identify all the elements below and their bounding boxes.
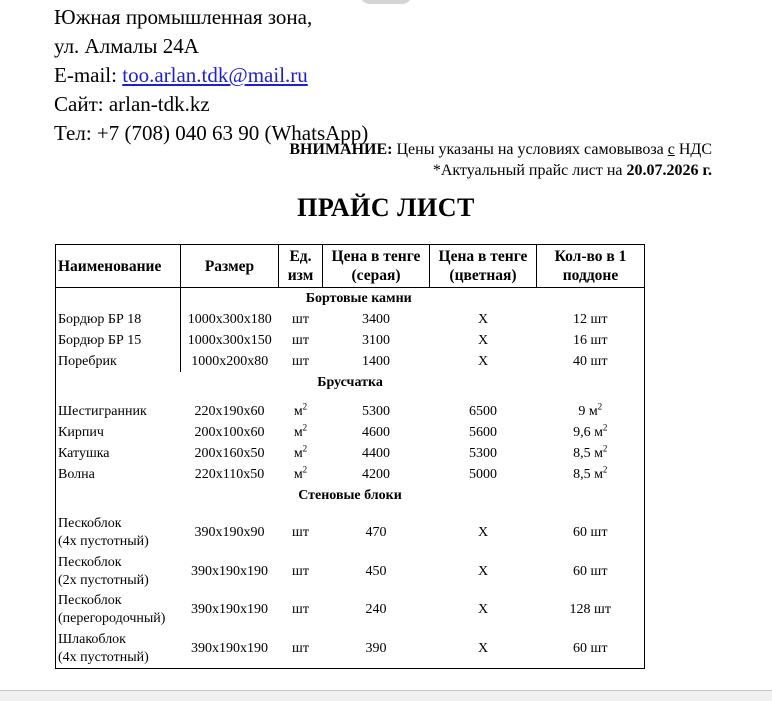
cell-size: 1000x300x150 (181, 330, 279, 351)
actual-date-line (289, 160, 712, 181)
price-table (55, 244, 645, 669)
table-row (56, 309, 645, 330)
qty-text: 8,5 м (573, 466, 603, 482)
cell-unit: шт (292, 311, 309, 327)
cell-size: 220x190x60 (194, 403, 265, 419)
cell-unit: шт (292, 525, 309, 541)
unit-superscript: 2 (302, 421, 308, 432)
unit-text: м (293, 466, 303, 482)
name-line-2: (4х пустотный) (58, 649, 149, 665)
cell-size: 390x190x190 (191, 602, 268, 618)
cell-name: Катушка (58, 445, 110, 461)
section-row (56, 372, 645, 393)
qty-superscript: 2 (597, 400, 603, 411)
cell-qty: 60 шт (573, 563, 608, 579)
section-title: Стеновые блоки (298, 487, 402, 503)
cell-qty (537, 443, 645, 464)
cell-unit: шт (292, 353, 309, 369)
unit-superscript: 2 (302, 400, 308, 411)
attention-text-end: НДС (674, 141, 712, 158)
qty-superscript: 2 (602, 421, 608, 432)
attention-label: ВНИМАНИЕ: (289, 141, 393, 158)
actual-prefix: *Актуальный прайс лист на (432, 162, 627, 179)
cell-size: 220x110x50 (194, 466, 265, 482)
unit-text: м (293, 403, 303, 419)
section-title: Брусчатка (317, 374, 383, 390)
cell-price-gray: 5300 (362, 403, 390, 419)
section-spacer (537, 288, 645, 310)
cell-qty: 16 шт (573, 332, 608, 348)
cell-name (56, 630, 181, 669)
header-name: Наименование (56, 245, 181, 288)
cell-unit (279, 401, 323, 422)
table-row (56, 443, 645, 464)
notice-block (289, 139, 712, 181)
name-line-2: (4х пустотный) (58, 534, 149, 550)
attention-text-underlined: с (667, 141, 675, 158)
attention-text: Цены указаны на условиях самовывоза (392, 141, 668, 158)
cell-qty (537, 401, 645, 422)
cell-name: Бордюр БР 18 (58, 311, 142, 327)
cell-size: 390x190x90 (194, 525, 265, 541)
cell-size: 1000x300x180 (181, 309, 279, 330)
cell-qty: 128 шт (569, 602, 611, 618)
name-line-1: Шлакоблок (58, 631, 126, 647)
name-line-1: Пескоблок (58, 593, 122, 609)
table-row (56, 422, 645, 443)
cell-price-gray: 390 (365, 640, 387, 656)
table-row (56, 401, 645, 422)
table-header-row (56, 245, 645, 288)
cell-qty (537, 464, 645, 485)
cell-price-gray: 3100 (362, 332, 390, 348)
unit-text: м (293, 445, 303, 461)
cell-price-color: Х (477, 640, 489, 656)
name-line-2: (перегородочный) (58, 611, 166, 627)
row-gap (56, 393, 645, 401)
phone-line: Тел: +7 (708) 040 63 90 (WhatsApp) (54, 121, 369, 145)
cell-price-color: Х (477, 311, 489, 327)
section-row (56, 288, 645, 310)
header-size: Размер (181, 245, 279, 288)
cell-price-color: 6500 (469, 403, 497, 419)
cell-unit: шт (292, 640, 309, 656)
cell-name: Поребрик (58, 353, 117, 369)
name-line-1: Пескоблок (58, 516, 122, 532)
qty-text: 9,6 м (573, 424, 603, 440)
cell-price-color: Х (477, 332, 489, 348)
cell-unit (279, 443, 323, 464)
name-line-1: Пескоблок (58, 554, 122, 570)
cell-price-gray: 4600 (362, 424, 390, 440)
address-zone: Южная промышленная зона, (54, 5, 313, 29)
table-row (56, 514, 645, 553)
cell-name: Волна (58, 466, 95, 482)
site-line: Сайт: arlan-tdk.kz (54, 92, 210, 116)
cell-size: 200x100x60 (194, 424, 265, 440)
actual-date: 20.07.2026 г. (626, 162, 712, 179)
header-price-color: Цена в тенге (цветная) (430, 245, 537, 288)
table-row (56, 630, 645, 669)
cell-qty (537, 422, 645, 443)
cell-price-gray: 3400 (362, 311, 390, 327)
email-label: E-mail: (54, 63, 123, 87)
name-line-2: (2х пустотный) (58, 572, 149, 588)
cell-name: Шестигранник (58, 403, 147, 419)
table-row (56, 553, 645, 592)
cell-price-gray: 240 (365, 602, 387, 618)
row-gap (56, 506, 645, 514)
email-link[interactable]: too.arlan.tdk@mail.ru (122, 63, 308, 87)
cell-qty: 60 шт (573, 525, 608, 541)
table-row (56, 351, 645, 372)
unit-text: м (293, 424, 303, 440)
cell-price-gray: 1400 (362, 353, 390, 369)
cell-name: Бордюр БР 15 (58, 332, 142, 348)
table-row (56, 464, 645, 485)
unit-superscript: 2 (302, 442, 308, 453)
cell-price-gray: 450 (365, 563, 387, 579)
cell-name (56, 514, 181, 553)
address-street: ул. Алмалы 24А (54, 34, 199, 58)
table-row (56, 591, 645, 630)
cell-price-color: 5000 (469, 466, 497, 482)
cell-name (56, 591, 181, 630)
table-row (56, 330, 645, 351)
section-spacer (56, 288, 181, 310)
cell-name (56, 553, 181, 592)
cell-price-color: 5300 (469, 445, 497, 461)
cell-price-color: Х (477, 353, 489, 369)
header-unit: Ед. изм (279, 245, 323, 288)
unit-superscript: 2 (302, 463, 308, 474)
qty-superscript: 2 (602, 442, 608, 453)
cell-size: 390x190x190 (191, 640, 268, 656)
cell-unit: шт (292, 563, 309, 579)
header-qty: Кол-во в 1 поддоне (537, 245, 645, 288)
cell-size: 390x190x190 (191, 563, 268, 579)
cell-price-gray: 4200 (362, 466, 390, 482)
cell-price-gray: 470 (365, 525, 387, 541)
cell-price-color: 5600 (469, 424, 497, 440)
attention-line (289, 139, 712, 160)
cell-unit: шт (292, 332, 309, 348)
contact-block (54, 3, 368, 148)
cell-price-color: Х (477, 563, 489, 579)
cell-size: 200x160x50 (194, 445, 265, 461)
cell-unit (279, 422, 323, 443)
cell-price-gray: 4400 (362, 445, 390, 461)
header-price-gray: Цена в тенге (серая) (323, 245, 430, 288)
cell-size: 1000x200x80 (181, 351, 279, 372)
cell-name: Кирпич (58, 424, 104, 440)
cell-qty: 12 шт (573, 311, 608, 327)
page-bottom-edge (0, 690, 772, 701)
page-title: ПРАЙС ЛИСТ (297, 193, 475, 222)
qty-text: 9 м (578, 403, 598, 419)
cell-unit (279, 464, 323, 485)
cell-qty: 60 шт (573, 640, 608, 656)
email-line (54, 61, 368, 90)
qty-text: 8,5 м (573, 445, 603, 461)
cell-qty: 40 шт (573, 353, 608, 369)
section-title: Бортовые камни (181, 288, 537, 310)
qty-superscript: 2 (602, 463, 608, 474)
cell-price-color: Х (477, 602, 489, 618)
cell-unit: шт (292, 602, 309, 618)
cell-price-color: Х (477, 525, 489, 541)
section-row (56, 485, 645, 506)
